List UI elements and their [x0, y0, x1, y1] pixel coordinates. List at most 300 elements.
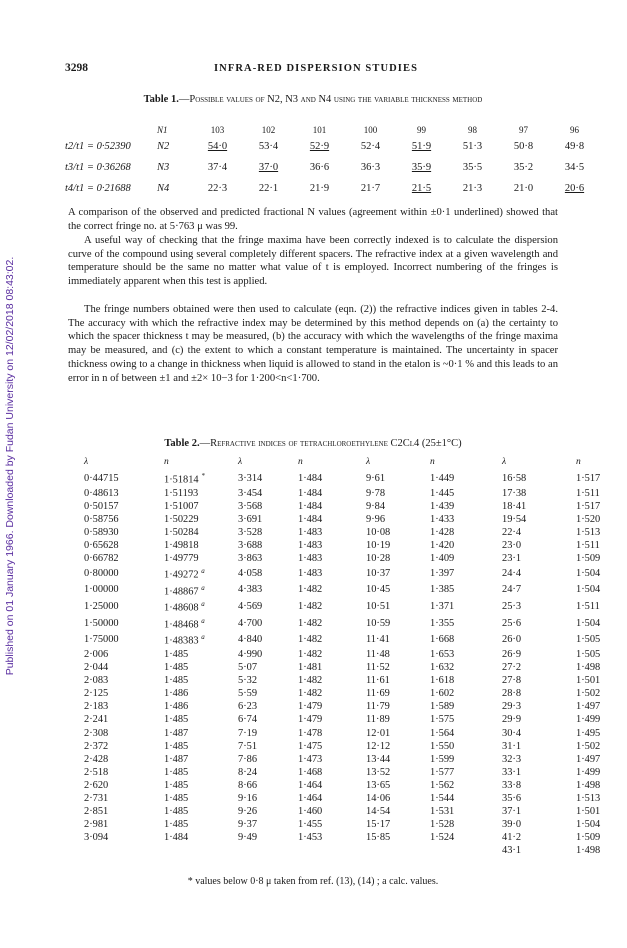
table2-cell: 1·482: [298, 675, 323, 687]
table2-cell: 3·094: [84, 832, 109, 844]
table2-row: [84, 500, 616, 513]
table2-row: [84, 598, 616, 615]
table2-row: [84, 631, 616, 648]
table2-cell: 22·4: [502, 526, 522, 538]
table2-cell: 1·433: [430, 513, 455, 525]
table2-cell: 1·524: [430, 832, 455, 844]
table1-header-cell: 97: [519, 124, 528, 135]
table2-row: [84, 831, 616, 844]
table2-cell: 1·517: [576, 472, 601, 484]
table2-cell: 1·509: [576, 553, 601, 565]
table2-row: [84, 727, 616, 740]
table2-cell: 1·50284: [164, 526, 199, 538]
download-watermark-text: Published on 01 January 1966. Downloaded by Fudan University on 12/02/2018 08:43:02.: [4, 256, 16, 676]
table2-cell: 1·51007: [164, 500, 199, 512]
table2-cell: 1·484: [298, 487, 323, 499]
table2-header-cell: λ: [502, 457, 507, 468]
table2-cell: 18·41: [502, 500, 527, 512]
table2-cell: 3·454: [238, 487, 263, 499]
table1-value-cell: 34·5: [564, 162, 585, 173]
table2-cell: 1·75000: [84, 634, 119, 646]
table2-cell: 10·51: [366, 600, 391, 612]
table2-cell: 2·083: [84, 675, 109, 687]
table2-header-cell: n: [298, 457, 303, 468]
table2-cell: 1·499: [576, 766, 601, 778]
table2-cell: 8·66: [238, 779, 258, 791]
table2-cell: 3·691: [238, 513, 263, 525]
table2-cell: 1·511: [576, 487, 600, 499]
table1-value-cell: 21·9: [309, 183, 330, 194]
table1-value-cell: 51·9: [411, 141, 432, 152]
table2-cell: 11·41: [366, 634, 390, 646]
table2-cell: 1·460: [298, 806, 323, 818]
table1: [65, 123, 600, 199]
table1-row-symbol: N2: [157, 141, 170, 152]
table2-cell: 1·449: [430, 472, 455, 484]
table2-cell: 1·487: [164, 727, 189, 739]
table2-cell: 2·518: [84, 766, 109, 778]
table2-cell: 16·58: [502, 472, 527, 484]
table2-cell: 10·08: [366, 526, 391, 538]
table2-cell-value: 1·48468: [164, 619, 202, 631]
table2-cell: 1·25000: [84, 600, 119, 612]
table2-cell: 12·12: [366, 740, 391, 752]
table2-cell: 14·06: [366, 792, 391, 804]
table1-value-cell: 52·9: [309, 141, 330, 152]
table2-cell: 12·01: [366, 727, 391, 739]
table1-row: [65, 136, 600, 157]
table2-cell: 4·569: [238, 600, 263, 612]
table2-cell: 1·498: [576, 845, 601, 857]
table2-cell: 1·517: [576, 500, 601, 512]
table2-cell: 37·1: [502, 806, 522, 818]
table2-cell: 6·74: [238, 714, 258, 726]
table1-caption-text: —Possible values of N2, N3 and N4 using the variable thickness method: [178, 94, 483, 105]
table1-value-cell: 21·5: [411, 183, 432, 194]
table2-cell: 1·453: [298, 832, 323, 844]
table2-cell: 1·485: [164, 740, 189, 752]
table2-cell: 1·420: [430, 539, 455, 551]
table2-cell: 14·54: [366, 806, 391, 818]
table2-cell: 1·485: [164, 766, 189, 778]
table2-cell: 1·483: [298, 567, 323, 579]
table1-value-cell: 53·4: [258, 141, 279, 152]
table2-cell: 2·183: [84, 701, 109, 713]
table2-cell: 7·19: [238, 727, 258, 739]
table2-cell: 15·17: [366, 819, 391, 831]
table2-cell: 39·0: [502, 819, 522, 831]
table2-cell: 9·26: [238, 806, 258, 818]
table2-cell: 11·61: [366, 675, 390, 687]
table2-cell: 25·6: [502, 617, 522, 629]
table2-cell-value: 1·48608: [164, 602, 202, 614]
table2-cell: 1·577: [430, 766, 455, 778]
table2-cell: 0·65628: [84, 539, 119, 551]
table2-cell: 41·2: [502, 832, 522, 844]
table2-cell: 1·371: [430, 600, 455, 612]
table2-cell: 10·19: [366, 539, 391, 551]
table2-cell: 2·981: [84, 819, 109, 831]
table2-cell: 1·485: [164, 648, 189, 660]
table1-value-cell: 21·0: [513, 183, 534, 194]
table2-cell: 1·501: [576, 806, 601, 818]
table2-cell: 9·16: [238, 792, 258, 804]
table2-cell: 1·482: [298, 634, 323, 646]
table1-value-cell: 21·7: [360, 183, 381, 194]
table2-cell: 1·481: [298, 662, 323, 674]
table2-cell: 1·550: [430, 740, 455, 752]
table2-cell: 29·3: [502, 701, 522, 713]
table2-cell: 1·482: [298, 688, 323, 700]
table2-cell: 1·564: [430, 727, 455, 739]
table1-value-cell: 21·3: [462, 183, 483, 194]
table2-cell: 1·397: [430, 567, 455, 579]
table2-caption-text: —Refractive indices of tetrachloroethylene C2Cl4 (25±1°C): [199, 438, 462, 449]
table2-cell: 25·3: [502, 600, 522, 612]
table2-cell: 1·479: [298, 701, 323, 713]
table1-row: [65, 157, 600, 178]
table2-cell: 2·006: [84, 648, 109, 660]
table2: [84, 456, 616, 857]
table2-cell: 1·49779: [164, 553, 199, 565]
table2-cell: 2·125: [84, 688, 109, 700]
table1-value-cell: 35·2: [513, 162, 534, 173]
table2-header-cell: n: [430, 457, 435, 468]
table2-cell: 1·589: [430, 701, 455, 713]
download-watermark: [0, 190, 14, 750]
table2-cell: 9·96: [366, 513, 386, 525]
table2-cell: 1·602: [430, 688, 455, 700]
table2-cell: 23·1: [502, 553, 522, 565]
table2-cell: [164, 470, 238, 487]
table2-cell: 1·498: [576, 779, 601, 791]
table2-row: [84, 674, 616, 687]
table2-cell: 1·497: [576, 753, 601, 765]
table2-cell: 0·58756: [84, 513, 119, 525]
table2-cell: 1·482: [298, 648, 323, 660]
table2-cell: 10·45: [366, 584, 391, 596]
table2-cell: 35·6: [502, 792, 522, 804]
table2-cell: 2·851: [84, 806, 109, 818]
table2-cell: 13·52: [366, 766, 391, 778]
table2-cell: 1·504: [576, 617, 601, 629]
table2-cell: 1·502: [576, 688, 601, 700]
table2-cell: 0·44715: [84, 472, 119, 484]
table2-cell: 26·9: [502, 648, 522, 660]
table2-cell: 1·385: [430, 584, 455, 596]
table2-cell: 10·59: [366, 617, 391, 629]
table2-cell: 27·8: [502, 675, 522, 687]
table2-cell: 1·475: [298, 740, 323, 752]
table2-cell: 1·468: [298, 766, 323, 778]
table1-header-cell: 100: [363, 124, 378, 135]
table2-cell: 1·483: [298, 553, 323, 565]
table2-cell: 7·51: [238, 740, 258, 752]
table2-cell: 1·501: [576, 675, 601, 687]
table2-cell: 1·409: [430, 553, 455, 565]
table1-header-cell: N1: [157, 124, 168, 135]
table2-cell: 1·482: [298, 600, 323, 612]
table2-row: [84, 552, 616, 565]
table2-cell-value: 1·49272: [164, 569, 202, 581]
table2-cell-value: 1·48383: [164, 635, 202, 647]
paragraph-1: A comparison of the observed and predicted fractional N values (agreement within ±0·1 underlined) showed that the correct fringe no. at 5·763 μ was 99.: [68, 207, 558, 232]
paragraph-2: A useful way of checking that the fringe maxima have been correctly indexed is to calculate the dispersion curve of the compound using several completely different spacers. The refractive index at a given wavelength and temperature should be the same no matter what value of t is employed. Incorrect numbering of the fringes is immediately apparent when this test is applied.: [68, 235, 558, 288]
table1-value-cell: 50·8: [513, 141, 534, 152]
table2-cell: 4·990: [238, 648, 263, 660]
table1-caption-label: Table 1.: [143, 94, 179, 105]
table2-row: [84, 713, 616, 726]
table2-cell: 1·482: [298, 617, 323, 629]
table2-cell: 29·9: [502, 714, 522, 726]
table2-cell: 24·4: [502, 567, 522, 579]
table2-cell: 1·50229: [164, 513, 199, 525]
table2-cell-footnote-mark: a: [201, 633, 205, 642]
table1-value-cell: 52·4: [360, 141, 381, 152]
table2-row: [84, 700, 616, 713]
table2-cell: 1·479: [298, 714, 323, 726]
table2-cell: [164, 598, 238, 615]
table1-value-cell: 22·3: [207, 183, 228, 194]
table1-value-cell: 20·6: [564, 183, 585, 194]
table1-row-label: t3/t1 = 0·36268: [65, 162, 131, 173]
table2-cell: 1·511: [576, 539, 600, 551]
table1-value-cell: 37·0: [258, 162, 279, 173]
table2-header-row: [84, 456, 616, 470]
table2-cell: 1·513: [576, 526, 601, 538]
table2-cell: 11·79: [366, 701, 390, 713]
table2-cell-footnote-mark: a: [201, 583, 205, 592]
table2-cell: 24·7: [502, 584, 522, 596]
table2-cell: 1·428: [430, 526, 455, 538]
table2-row: [84, 526, 616, 539]
table2-row: [84, 766, 616, 779]
table2-cell: 4·383: [238, 584, 263, 596]
table2-cell: 1·486: [164, 701, 189, 713]
table2-cell: 1·511: [576, 600, 600, 612]
table2-row: [84, 792, 616, 805]
table2-cell: 1·484: [164, 832, 189, 844]
table2-row: [84, 615, 616, 632]
table2-cell: 2·428: [84, 753, 109, 765]
table2-row: [84, 487, 616, 500]
table2-cell: 1·562: [430, 779, 455, 791]
table2-cell: 3·568: [238, 500, 263, 512]
table2-cell: 3·528: [238, 526, 263, 538]
table2-cell: 1·485: [164, 806, 189, 818]
table2-cell: 1·445: [430, 487, 455, 499]
table2-cell: 2·620: [84, 779, 109, 791]
table2-row: [84, 582, 616, 599]
table2-cell: 1·509: [576, 832, 601, 844]
table1-row-label: t4/t1 = 0·21688: [65, 183, 131, 194]
table2-cell: [84, 844, 164, 857]
table2-cell: 13·44: [366, 753, 391, 765]
table1-value-cell: 49·8: [564, 141, 585, 152]
table2-cell: 9·78: [366, 487, 386, 499]
table1-header-cell: 101: [312, 124, 327, 135]
table2-cell: 1·484: [298, 513, 323, 525]
table2-cell: 1·599: [430, 753, 455, 765]
table2-cell: 1·505: [576, 648, 601, 660]
table2-row: [84, 565, 616, 582]
table1-value-cell: 35·5: [462, 162, 483, 173]
table2-cell: 1·504: [576, 567, 601, 579]
table2-cell: 1·531: [430, 806, 455, 818]
table2-cell: 3·314: [238, 472, 263, 484]
table2-cell: 28·8: [502, 688, 522, 700]
table2-row: [84, 805, 616, 818]
table2-cell: 0·48613: [84, 487, 119, 499]
table2-row: [84, 661, 616, 674]
table2-row: [84, 513, 616, 526]
table2-cell-footnote-mark: *: [201, 472, 205, 480]
table2-cell: 1·455: [298, 819, 323, 831]
table2-cell: 1·439: [430, 500, 455, 512]
table2-cell: 1·632: [430, 662, 455, 674]
table2-cell: 7·86: [238, 753, 258, 765]
table2-cell: 1·00000: [84, 584, 119, 596]
table2-row: [84, 470, 616, 487]
table2-cell: 5·07: [238, 662, 258, 674]
table2-cell-footnote-mark: a: [201, 600, 205, 609]
table2-cell: 1·485: [164, 714, 189, 726]
table2-cell: 1·483: [298, 526, 323, 538]
table2-cell: [164, 615, 238, 632]
table2-header-cell: λ: [238, 457, 243, 468]
table2-cell: 9·37: [238, 819, 258, 831]
table2-cell: 1·487: [164, 753, 189, 765]
table1-row-symbol: N4: [157, 183, 170, 194]
table2-cell: 0·50157: [84, 500, 119, 512]
table1-header-row: [65, 123, 600, 136]
table2-cell: 2·731: [84, 792, 109, 804]
table2-cell: 5·59: [238, 688, 258, 700]
table2-cell: 4·058: [238, 567, 263, 579]
table2-cell: 1·513: [576, 792, 601, 804]
table1-row: [65, 178, 600, 199]
table2-cell: 1·618: [430, 675, 455, 687]
table2-cell: 1·484: [298, 472, 323, 484]
table2-cell: 1·464: [298, 792, 323, 804]
table2-cell: 1·485: [164, 819, 189, 831]
table1-value-cell: 37·4: [207, 162, 228, 173]
table1-value-cell: 54·0: [207, 141, 228, 152]
table2-cell: 1·528: [430, 819, 455, 831]
table1-caption: [78, 93, 548, 106]
table2-header-cell: λ: [84, 457, 89, 468]
table2-cell: 1·482: [298, 584, 323, 596]
table2-cell: [164, 582, 238, 599]
table2-caption-label: Table 2.: [164, 438, 200, 449]
table2-cell: 27·2: [502, 662, 522, 674]
table2-cell: 1·502: [576, 740, 601, 752]
table2-cell: 1·51193: [164, 487, 199, 499]
table2-cell: 6·23: [238, 701, 258, 713]
table2-cell: 11·52: [366, 662, 390, 674]
table1-header-cell: 103: [210, 124, 225, 135]
table2-cell-footnote-mark: a: [201, 616, 205, 625]
table2-cell-value: 1·48867: [164, 586, 202, 598]
table2-cell: 33·1: [502, 766, 522, 778]
table1-row-label: t2/t1 = 0·52390: [65, 141, 131, 152]
table2-cell: 43·1: [502, 845, 522, 857]
table2-caption: [78, 438, 548, 449]
table2-cell: 10·37: [366, 567, 391, 579]
table2-cell: 9·61: [366, 472, 386, 484]
table2-cell: 1·464: [298, 779, 323, 791]
table2-row: [84, 687, 616, 700]
table2-row: [84, 648, 616, 661]
table1-header-cell: 102: [261, 124, 276, 135]
table2-cell: 1·520: [576, 513, 601, 525]
table2-row: [84, 844, 616, 857]
table1-value-cell: 51·3: [462, 141, 483, 152]
table2-cell: 1·497: [576, 701, 601, 713]
table1-header-blank: [65, 123, 157, 136]
table2-cell: 1·495: [576, 727, 601, 739]
table2-row: [84, 753, 616, 766]
table2-cell: 1·485: [164, 779, 189, 791]
table2-cell: 1·355: [430, 617, 455, 629]
table2-cell: 1·499: [576, 714, 601, 726]
table2-cell: 0·66782: [84, 553, 119, 565]
table2-cell: 30·4: [502, 727, 522, 739]
table2-footnote: * values below 0·8 μ taken from ref. (13), (14) ; a calc. values.: [187, 876, 439, 887]
table2-cell: 1·498: [576, 662, 601, 674]
table2-cell: 1·486: [164, 688, 189, 700]
table2-cell: 2·241: [84, 714, 109, 726]
table2-cell: 1·505: [576, 634, 601, 646]
table1-value-cell: 22·1: [258, 183, 279, 194]
table2-cell: 1·504: [576, 819, 601, 831]
table2-cell: 1·485: [164, 662, 189, 674]
table2-row: [84, 818, 616, 831]
table2-cell: 1·473: [298, 753, 323, 765]
table2-row: [84, 779, 616, 792]
table2-cell: 1·50000: [84, 617, 119, 629]
table2-cell: 5·32: [238, 675, 258, 687]
table2-cell: 4·700: [238, 617, 263, 629]
table2-cell: 19·54: [502, 513, 527, 525]
table1-row-symbol: N3: [157, 162, 170, 173]
table1-value-cell: 36·3: [360, 162, 381, 173]
table2-cell: 0·80000: [84, 567, 119, 579]
table1-header-cell: 98: [468, 124, 477, 135]
table2-cell: 31·1: [502, 740, 522, 752]
table2-cell: 3·863: [238, 553, 263, 565]
table2-cell-footnote-mark: a: [201, 567, 205, 576]
table2-cell: 11·69: [366, 688, 390, 700]
table1-header-cell: 96: [570, 124, 579, 135]
table2-cell: 1·485: [164, 792, 189, 804]
table2-cell: [238, 844, 298, 857]
table2-cell: 2·372: [84, 740, 109, 752]
table2-cell: 1·653: [430, 648, 455, 660]
table2-cell: 1·485: [164, 675, 189, 687]
table2-cell: 4·840: [238, 634, 263, 646]
table2-cell: 1·49818: [164, 539, 199, 551]
table2-cell: 23·0: [502, 539, 522, 551]
table2-cell: 3·688: [238, 539, 263, 551]
table2-row: [84, 539, 616, 552]
paragraph-3: The fringe numbers obtained were then used to calculate (eqn. (2)) the refractive indices given in tables 2-4. The accuracy with which the refractive index may be determined by this method depends on (a) the certainty to which the spacer thickness t may be measured, (b) the accuracy with which the wavelengths of the fringe maxima may be measured, and (c) the extent to which a constant temperature is maintained. The uncertainty in spacer thickness owing to a change in thickness when liquid is allowed to stand in the etalon is ~0·1 % and this leads to an error in n of between ±1 and ±2× 10−3 for 1·200<n<1·700.: [68, 304, 558, 384]
table2-cell: 1·484: [298, 500, 323, 512]
table2-cell: 32·3: [502, 753, 522, 765]
table2-cell: 1·544: [430, 792, 455, 804]
table2-cell: [366, 844, 430, 857]
table2-cell: 11·89: [366, 714, 390, 726]
